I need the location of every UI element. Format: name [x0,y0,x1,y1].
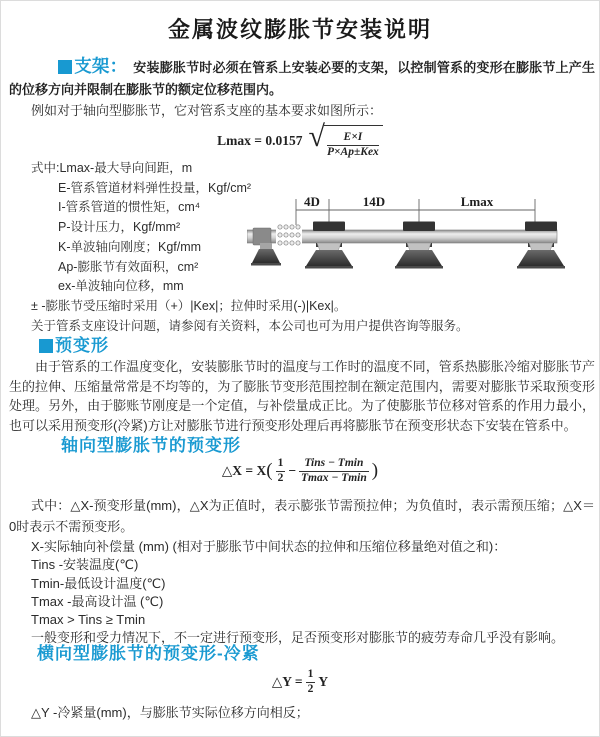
support-intro-text: 安装膨胀节时必须在管系上安装必要的支架，以控制管系的变形在膨胀节上产生的位移方向并限制在膨胀节的额定位移范围内。 [9,60,595,97]
definition-line: Tmin-最低设计温度(℃) [31,575,166,591]
support-intro-paragraph [9,56,595,100]
blue-square-icon [39,339,53,353]
formula-dy-rhs: Y [318,674,329,689]
definition-line: P-设计压力，Kgf/mm² [58,220,181,235]
definition-line: I-管系管道的惯性矩，cm⁴ [58,200,201,215]
lateral-subsection-heading: 横向型膨胀节的预变形-冷紧 [37,644,260,663]
formula-lmax-numerator: E×I [327,131,379,146]
definition-line: X-实际轴向补偿量 (mm) (相对于膨胀节中间状态的拉伸和压缩位移量绝对值之和)： [31,539,507,554]
definition-line: E-管系管道材料弹性投量，Kgf/cm² [58,180,252,195]
definition-line: Tmax > Tins ≥ Tmin [31,612,146,628]
axial-definitions-list [31,538,564,648]
dim-label-4d: 4D [304,194,320,209]
dim-label-14d: 14D [362,194,386,209]
definition-line: Tmax -最高设计温 (℃) [31,593,164,609]
axial-subsection-heading: 轴向型膨胀节的预变形 [61,436,241,455]
page-title: 金属波纹膨胀节安装说明 [167,17,432,42]
fraction-one-half: $\frac{1}{2}$ [307,668,314,695]
predeform-heading-text: 预变形 [55,336,109,355]
open-paren: ( [266,459,273,481]
predeform-section-heading [39,331,109,356]
formula-delta-y [1,669,599,695]
pipe-support-diagram [247,193,565,297]
definition-line: K-单波轴向刚度；Kgf/mm [58,239,202,254]
formula-delta-x [1,455,599,487]
guide-support [395,222,443,269]
formula-lmax [1,120,599,158]
axial-note-paragraph: 式中：△X-预变形量(mm)，△X为正值时，表示膨张节需预拉伸；为负值时，表示需预压缩；△X＝0时表示不需预变形。 [9,498,595,534]
formula-lmax-denominator: P×Ap±Kex [326,146,379,158]
lateral-note-line: △Y -冷紧量(mm)，与膨胀节实际位移方向相反； [31,705,309,720]
formula-dx-lhs: △X = X [221,463,267,478]
guide-support [517,222,565,269]
blue-square-icon [58,60,72,74]
bellows-joint [276,225,302,248]
definition-line: ex-单波轴向位移，mm [58,279,184,294]
definition-line: 式中:Lmax-最大导向间距，m [31,161,193,175]
radical-sign-icon: √ [308,120,325,154]
formula-lmax-lhs: Lmax = 0.0157 [217,133,303,148]
support-example-line: 例如对于轴向型膨胀节，它对管系支座的基本要求如图所示： [31,103,383,118]
dim-label-lmax: Lmax [460,194,494,209]
guide-support [305,222,353,269]
support-section-heading: 支架： [74,56,128,76]
fraction-one-half: $\frac{1}{2}$ [277,457,284,484]
definition-line: Ap-膨胀节有效面积，cm² [58,259,199,274]
minus-sign: − [288,463,297,478]
definition-line: 关于管系支座设计问题，请参阅有关资料，本公司也可为用户提供咨询等服务。 [31,318,469,333]
formula-dy-lhs: △Y = [271,674,303,689]
definition-line: Tins -安装温度(℃) [31,557,139,573]
close-paren: ) [371,459,379,481]
sqrt-radical [309,122,383,160]
definition-line: 一般变形和受力情况下，不一定进行预变形，足否预变形对膨胀节的疲劳寿命几乎没有影响。 [31,630,565,646]
fraction-temperature: $\frac{\text{Tins − Tmin}}{Tmax - Tmin}$ [301,457,367,484]
predeform-paragraph: 由于管系的工作温度变化，安装膨胀节时的温度与工作时的温度不同，管系热膨胀冷缩对膨胀节产生的拉伸、压缩量常常是不均等的，为了膨胀节变形范围控制在额定范围内，需要对膨胀节采取预变形处理。另外，由于膨账节刚度是一个定值，与补偿量成正比。为了使膨胀节位移对管系的作用力最小，也可以采用预变形(冷紧)方让对膨胀节进行预变形处理后再将膨胀节在预变形状态下安装在管系中。 [9,359,595,433]
definition-line: ± -膨胀节受压缩时采用（+）|Kex|；拉伸时采用(-)|Kex|。 [31,298,347,313]
